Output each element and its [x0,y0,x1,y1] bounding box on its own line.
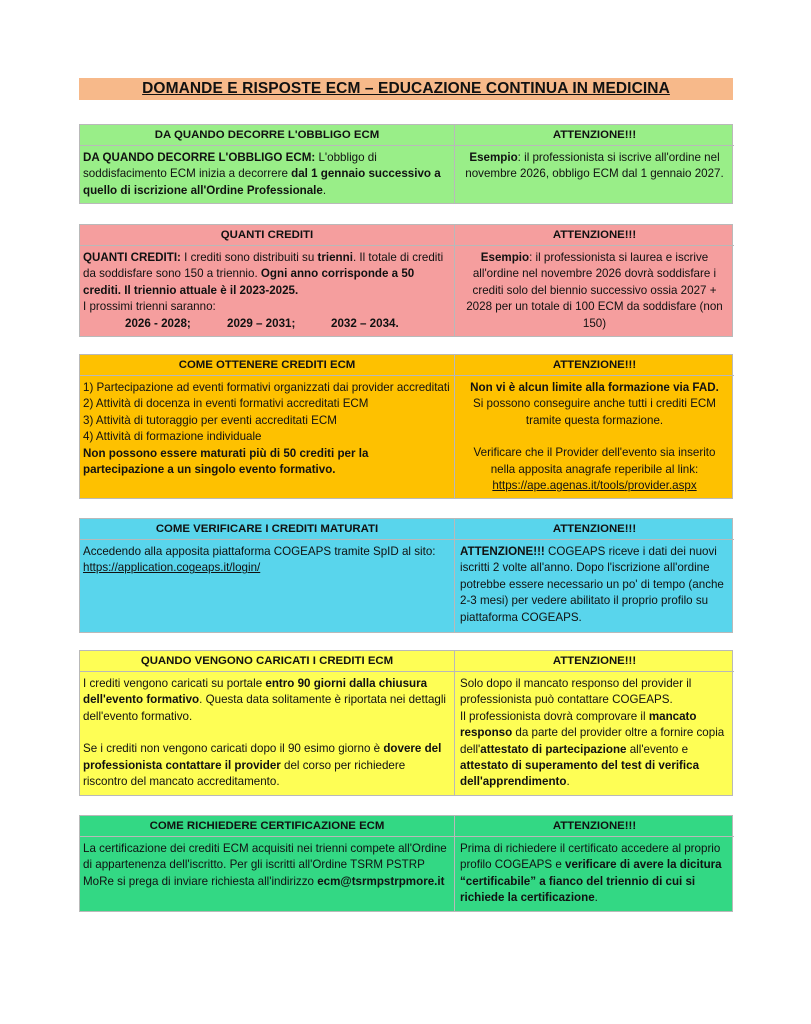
list-item: 1) Partecipazione ad eventi formativi organizzati dai provider accreditati [83,381,450,394]
section-verificare-crediti [79,518,733,633]
body-text: I prossimi trienni saranno: [83,300,216,314]
body-text: del corso per richiedere riscontro del mancato accreditamento. [83,758,406,789]
attention-header: ATTENZIONE!!! [455,355,734,376]
section-certificazione [79,815,733,912]
section-body [80,540,455,632]
bold-text: ATTENZIONE!!! [460,545,545,558]
cogeaps-link[interactable]: https://application.cogeaps.it/login/ [83,561,261,575]
section-body [80,246,455,336]
section-header: DA QUANDO DECORRE L'OBBLIGO ECM [80,125,455,146]
body-text: . [322,183,327,197]
body-text: Verificare che il Provider dell'evento sia inserito nella apposita anagrafe reperibile al link: [473,446,716,476]
attention-header: ATTENZIONE!!! [455,519,734,540]
list-item: 4) Attività di formazione individuale [83,430,262,444]
body-text: I crediti sono distribuiti su [180,251,318,264]
list-item: 2) Attività di docenza in eventi formativi accreditati ECM [83,397,369,411]
body-text: L'obbligo di soddisfacimento ECM inizia a decorrere [83,151,377,181]
attention-header: ATTENZIONE!!! [455,225,734,246]
body-text: . [594,891,598,905]
body-text: Il professionista dovrà comprovare il [460,709,649,723]
bold-text: attestato di superamento del test di verifica dell'apprendimento [460,759,700,789]
bold-text: trienni [317,251,353,264]
body-text: Solo dopo il mancato responso del provider il professionista può contattare COGEAPS. [460,677,692,707]
bold-text: Esempio [469,151,518,164]
section-obbligo-ecm [79,124,733,204]
attention-body [455,146,734,203]
trienni-list [83,316,451,332]
bold-text: dovere del professionista contattare il provider [83,742,442,772]
bold-text: Non vi è alcun limite alla formazione via FAD. [470,381,719,394]
body-text: : il professionista si iscrive all'ordine nel novembre 2026, obbligo ECM dal 1 gennaio 2027. [465,151,724,181]
body-text: Se i crediti non vengono caricati dopo il 90 esimo giorno è [83,742,384,756]
triennio: 2032 – 2034. [331,316,399,330]
attention-body [455,672,734,795]
section-body [80,837,455,911]
bold-text: dal 1 gennaio successivo a quello di iscrizione all'Ordine Professionale [83,167,441,197]
bold-text: QUANTI CREDITI: [83,251,181,264]
attention-body [455,246,734,336]
body-text: Prima di richiedere il certificato accedere al proprio profilo COGEAPS e [460,842,721,872]
body-text: . Il totale di crediti da soddisfare sono 150 a triennio. [83,251,444,281]
body-text: La certificazione dei crediti ECM acquisiti nei trienni compete all'Ordine di appartenenza dell'iscritto. Per gli iscritti all'Ordine TSRM PSTRP MoRe si prega di inviare richiesta all'indirizzo [83,842,447,888]
bold-text: mancato responso [460,709,697,740]
triennio: 2029 – 2031; [227,316,296,330]
section-header: COME OTTENERE CREDITI ECM [80,355,455,376]
bold-text: Non possono essere maturati più di 50 crediti per la partecipazione a un singolo evento formativo. [83,446,369,477]
body-text: COGEAPS riceve i dati dei nuovi iscritti 2 volte all'anno. Dopo l'iscrizione all'ordine potrebbe essere necessario un po' di tempo (anche 2-3 mesi) per vedere abilitato il proprio profilo su piattaforma COGEAPS. [460,545,724,624]
bold-text: Ogni anno corrisponde a 50 crediti. Il triennio attuale è il 2023-2025. [83,267,415,297]
bold-text: attestato di partecipazione [480,742,627,756]
attention-header: ATTENZIONE!!! [455,651,734,672]
body-text: da parte del provider oltre a fornire copia dell' [460,726,725,756]
body-text: : il professionista si laurea e iscrive all'ordine nel novembre 2026 dovrà soddisfare i crediti solo del biennio successivo ossia 2027 + 2028 per un totale di 100 ECM da soddisfare (non 150) [466,251,723,330]
attention-body [455,540,734,632]
attention-header: ATTENZIONE!!! [455,125,734,146]
section-header: QUANDO VENGONO CARICATI I CREDITI ECM [80,651,455,672]
section-header: QUANTI CREDITI [80,225,455,246]
email-address: ecm@tsrmpstrpmore.it [317,874,445,888]
section-caricamento-crediti [79,650,733,796]
section-body [80,672,455,795]
bold-text: entro 90 giorni dalla chiusura dell'evento formativo [83,677,428,707]
body-text: . Questa data solitamente è riportata nei dettagli dell'evento formativo. [83,693,446,723]
body-text: . [566,775,570,789]
attention-body [455,376,734,498]
attention-header: ATTENZIONE!!! [455,816,734,837]
body-text: Si possono conseguire anche tutti i crediti ECM tramite questa formazione. [473,397,716,427]
section-header: COME VERIFICARE I CREDITI MATURATI [80,519,455,540]
provider-link[interactable]: https://ape.agenas.it/tools/provider.aspx [492,479,697,493]
attention-body [455,837,734,911]
list-item: 3) Attività di tutoraggio per eventi accreditati ECM [83,413,337,427]
page-title: DOMANDE E RISPOSTE ECM – EDUCAZIONE CONTINUA IN MEDICINA [79,78,733,100]
section-body [80,146,455,203]
section-ottenere-crediti [79,354,733,499]
body-text: I crediti vengono caricati su portale [83,677,266,690]
triennio: 2026 - 2028; [125,316,191,330]
body-text: Accedendo alla apposita piattaforma COGEAPS tramite SpID al sito: [83,545,436,558]
bold-text: Esempio [480,251,530,264]
section-header: COME RICHIEDERE CERTIFICAZIONE ECM [80,816,455,837]
body-text: all'evento e [626,742,689,756]
bold-text: DA QUANDO DECORRE L'OBBLIGO ECM: [83,151,316,164]
bold-text: verificare di avere la dicitura “certificabile” a fianco del triennio di cui si richiede la certificazione [460,858,722,905]
section-quanti-crediti [79,224,733,337]
section-body [80,376,455,498]
